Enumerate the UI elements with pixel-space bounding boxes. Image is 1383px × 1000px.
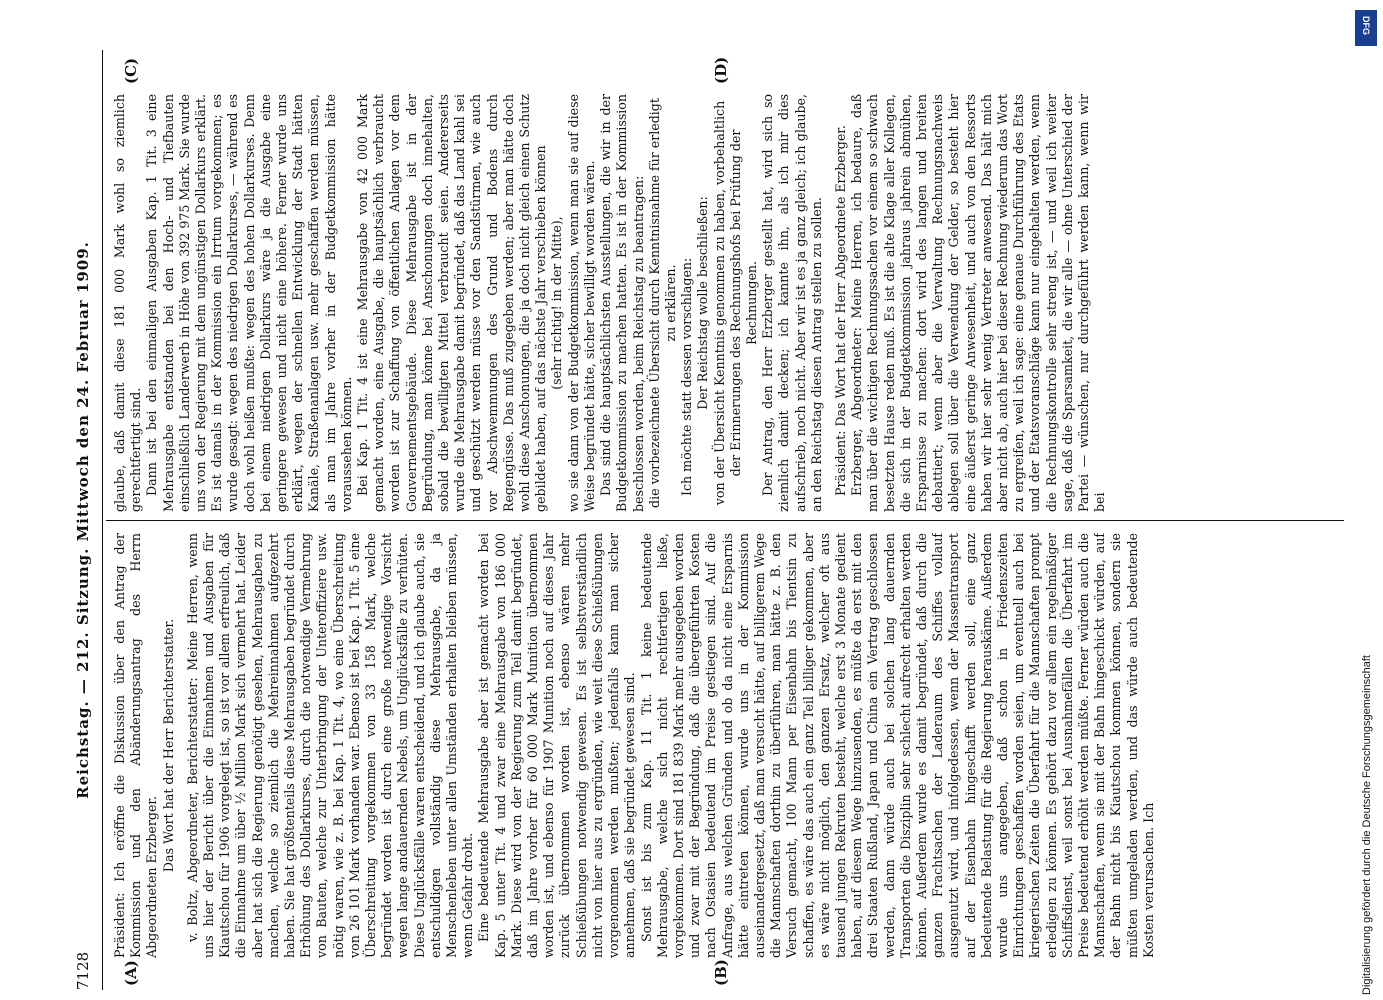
- dfg-logo: [1355, 10, 1377, 46]
- left-column: [112, 533, 1342, 958]
- credit-text: Digitalisierung gefördert durch die Deutsche Forschungsgemeinschaft: [1361, 655, 1373, 995]
- paragraph: glaube, daß damit diese 181 000 Mark wohl so ziemlich gerechtfertigt sind.: [112, 94, 144, 512]
- paragraph: Präsident: Ich eröffne die Diskussion über den Antrag der Kommission und den Abänderungsantrag des Herrn Abgeordneten Erzberger.: [112, 533, 160, 958]
- right-column: [112, 94, 1342, 512]
- paragraph: v. Boltz, Abgeordneter, Berichterstatter: Meine Herren, wenn uns hier der Bericht über die Einnahmen und Ausgaben für Kiautschou für 1906 vorgelegt ist, so ist vor allem erfreulich, daß die Einnahme um über ½ Million Mark sich vermehrt hat. Leider aber hat sich die Regierung genötigt gesehen, Mehrausgaben zu machen, welche so ziemlich die Mehreinnahmen aufgezehrt haben. Sie hat größtenteils diese Mehrausgaben begründet durch Erhöhung des Dollarkurses, durch die notwendige Vermehrung von Bauten, welche zur Unterbringung der Unteroffiziere usw. nötig waren, wie z. B. bei Kap. 1 Tit. 4, wo eine Überschreitung von 26 101 Mark vorhanden war. Ebenso ist bei Kap. 1 Tit. 5 eine Überschreitung vorgekommen von 33 158 Mark, welche begründet worden ist durch eine große notwendige Vorsicht wegen lange andauernden Nebels, um Unglücksfälle zu verhüten. Diese Unglücksfälle waren entscheidend, und ich glaube auch, sie entschuldigen vollständig diese Mehrausgabe, da ja Menschenleben unter allen Umständen erhalten bleiben müssen, wenn Gefahr droht.: [184, 533, 476, 958]
- paragraph: Eine bedeutende Mehrausgabe aber ist gemacht worden bei Kap. 5 unter Tit. 4 und zwar eine Mehrausgabe von 186 000 Mark. Diese wird von der Regierung zum Teil damit begründet, daß im Jahre vorher für 60 000 Mark Munition übernommen worden ist, und ebenso für 1907 Munition noch auf dieses Jahr zurück übernommen worden ist, ebenso wären mehr Schießübungen notwendig gewesen. Es ist selbstverständlich nicht von hier aus zu ergründen, wie weit diese Schießübungen vorgenommen werden mußten; jedenfalls kann man sicher annehmen, daß sie begründet gewesen sind.: [476, 533, 638, 958]
- motion-heading: Der Reichstag wolle beschließen:: [695, 196, 711, 410]
- margin-mark-a: (A): [122, 960, 140, 986]
- paragraph: Bei Kap. 1 Tit. 4 ist eine Mehrausgabe von 42 000 Mark gemacht worden, eine Ausgabe, die hauptsächlich verbraucht worden ist zur Schaffung von öffentlichen Anlagen vor dem Gouvernementsgebäude. Diese Mehrausgabe ist in der Begründung, man könne bei Anschonungen doch innehalten, sobald die bewilligten Mittel verbraucht seien. Andererseits wurde die Mehrausgabe damit begründet, daß das Land kahl sei und geschützt werden müsse vor den Sandstürmen, wie auch vor Abschwemmungen des Grund und Bodens durch Regengüsse. Das muß zugegeben werden; aber man hätte doch wohl diese Anschonungen, die ja doch nicht gleich einen Schutz gebildet haben, auf das nächste Jahr verschieben können: [355, 94, 549, 512]
- page-header: [72, 50, 100, 990]
- paragraph: Ich möchte statt dessen vorschlagen:: [679, 257, 695, 496]
- dfg-logo-text: DFG: [1361, 16, 1371, 35]
- page-number: 7128: [74, 951, 92, 990]
- paragraph: Erzberger, Abgeordneter: Meine Herren, ich bedaure, daß man über die wichtigen Rechnungssachen vor einem so schwach besetzten Hause reden muß. Es ist die alte Klage aller Kollegen, die sich in der Budgetkommission jahraus jahrein abmühen, Ersparnisse zu machen: dort wird des langen und breiten debattiert; wenn aber die Verwaltung Rechnungsnachweis ablegen soll über die Verwendung der Gelder, so besteht hier eine äußerst geringe Anwesenheit, und auch von den Ressorts haben wir hier sehr wenig Vertreter anwesend. Das hält mich aber nicht ab, auch hier bei dieser Rechnung wiederum das Wort zu ergreifen, weil ich sage: eine genaue Durchführung des Etats und der Etatsvoranschläge kann nur eingehalten werden, wenn die Rechnungskontrolle sehr streng ist, — und weil ich weiter sage, daß die Sparsamkeit, die wir alle — ohne Unterschied der Partei — wünschen, nur durchgeführt werden kann, wenn wir bei: [849, 94, 1108, 512]
- margin-mark-b: (B): [712, 959, 730, 986]
- rotated-page: [72, 50, 1352, 990]
- motion-text: die vorbezeichnete Übersicht durch Kenntnisnahme für erledigt zu erklären.: [646, 98, 678, 508]
- margin-mark-d: (D): [712, 56, 730, 84]
- paragraph: Sonst ist bis zum Kap. 11 Tit. 1 keine bedeutende Mehrausgabe, welche sich nicht rechtfertigen ließe, vorgekommen. Dort sind 181 839 Mark mehr ausgegeben worden und zwar mit der Begründung, daß die übergeführten Kosten nach Ostasien bedeutend im Preise gestiegen sind. Auf die Anfrage, aus welchen Gründen und ob da nicht eine Ersparnis hätte eintreten können, wurde uns in der Kommission auseinandergesetzt, daß man versucht hätte, auf billigerem Wege die Mannschaften dorthin zu überführen, man hätte z. B. den Versuch gemacht, 100 Mann per Eisenbahn bis Tientsin zu schaffen, es wäre das auch ein ganz Teil billiger gekommen, aber es wäre nicht möglich, den ganzen Ersatz, welcher oft aus tausend jungen Rekruten besteht, welche erst 3 Monate gedient haben, auf diesem Wege hinzusenden, es müßte da erst mit den drei Staaten Rußland, Japan und China ein Vertrag geschlossen werden, dann würde auch bei solchen lang dauernden Transporten die Disziplin sehr schlecht aufrecht erhalten werden können. Außerdem wurde es damit begründet, daß durch die ganzen Frachtsachen der Laderaum des Schiffes vollauf ausgenutzt wird, und infolgedessen, wenn der Massentransport auf der Eisenbahn hingeschafft werden soll, eine ganz bedeutende Belastung für die Regierung herauskäme. Außerdem wurde uns angegeben, daß schon in Friedenszeiten Einrichtungen geschaffen worden seien, um eventuell auch bei kriegerischen Zeiten die Überfahrt für die Mannschaften prompt erledigen zu können. Es gehört dazu vor allem ein regelmäßiger Schiffsdienst, weil sonst bei Ausnahmefällen die Überfahrt im Preise bedeutend erhöht werden müßte. Ferner würden auch die Mannschaften, wenn sie mit der Bahn hingeschickt würden, auf der Bahn nicht bis Kiautschou kommen können, sondern sie müßten umgeladen werden, und das würde auch bedeutende Kosten verursachen. Ich: [638, 533, 1156, 958]
- motion-text: von der Übersicht Kenntnis genommen zu haben, vorbehaltlich der Erinnerungen des Rechnungshofs bei Prüfung der Rechnungen.: [711, 100, 759, 506]
- running-title: Reichstag. — 212. Sitzung. Mittwoch den 24. Februar 1909.: [74, 241, 92, 799]
- margin-mark-c: (C): [122, 57, 140, 84]
- paragraph: Dann ist bei den einmaligen Ausgaben Kap. 1 Tit. 3 eine Mehrausgabe entstanden bei den Hoch- und Tiefbauten einschließlich Landerwerb in Höhe von 392 975 Mark. Sie wurde uns von der Regierung mit dem ungünstigen Dollarkurs erklärt. Es ist damals in der Kommission ein Irrtum vorgekommen; es wurde gesagt: wegen des niedrigen Dollarkurses, — während es doch wohl heißen mußte: wegen des hohen Dollarkurses. Denn bei einem niedrigen Dollarkurs wäre ja die Ausgabe eine geringere gewesen und nicht eine höhere. Ferner wurde uns erklärt, wegen der schnellen Entwicklung der Stadt hätten Kanäle, Straßenanlagen usw. mehr geschaffen werden müssen, als man im Jahre vorher in der Budgetkommission hätte voraussehen können.: [144, 94, 354, 512]
- paragraph: Präsident: Das Wort hat der Herr Abgeordnete Erzberger.: [832, 125, 848, 496]
- interjection: (sehr richtig! in der Mitte),: [549, 216, 565, 390]
- paragraph: Das Wort hat der Herr Berichterstatter.: [160, 618, 176, 873]
- paragraph: Das sind die hauptsächlichsten Ausstellungen, die wir in der Budgetkommission zu machen hatten. Es ist in der Kommission beschlossen worden, beim Reichstag zu beantragen:: [598, 94, 646, 512]
- column-divider: [106, 520, 1344, 521]
- paragraph: wo sie dann von der Budgetkommission, wenn man sie auf diese Weise begründet hätte, sicher bewilligt worden wären.: [565, 94, 597, 512]
- digitization-credit: [1351, 0, 1381, 1000]
- paragraph: Der Antrag, den Herr Erzberger gestellt hat, wird sich so ziemlich damit decken; ich kannte ihn, als ich mir dies aufschrieb, noch nicht. Aber wir ist es ja ganz gleich; ich glaube, an den Reichstag diesen Antrag stellen zu sollen.: [760, 94, 824, 512]
- header-rule: [102, 50, 103, 990]
